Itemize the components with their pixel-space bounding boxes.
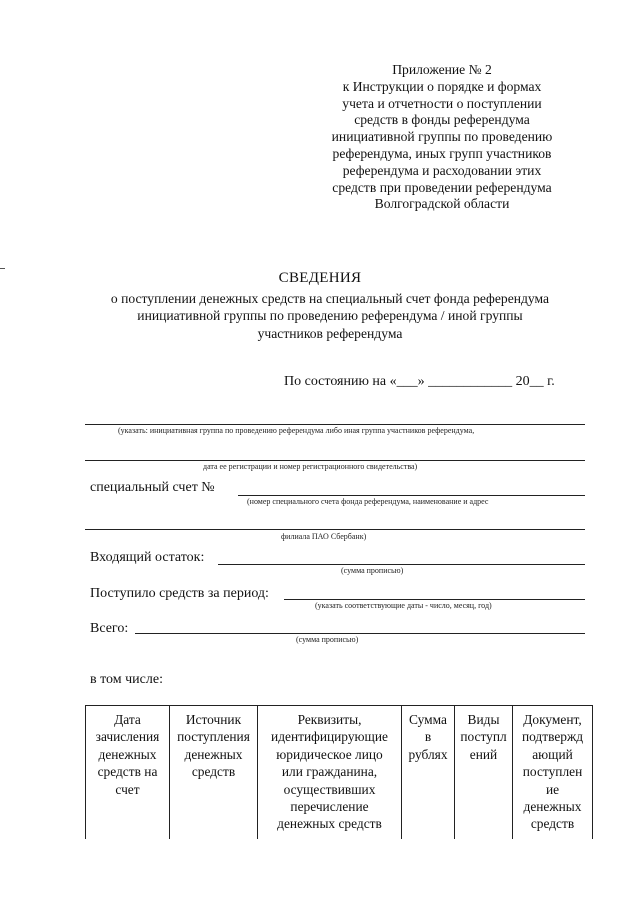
subtitle-line: инициативной группы по проведению референдума / иной группы [137,308,523,324]
document-title: СВЕДЕНИЯ [278,270,362,286]
receipts-table [85,705,593,839]
appendix-line: Приложение № 2 [392,62,492,77]
col-header-source: Источник поступления денежных средств [170,706,258,840]
subtitle-line: участников референдума [257,325,403,341]
col-header-document: Документ, подтвержд ающий поступлен ие денежных средств [513,706,593,840]
appendix-line: к Инструкции о порядке и формах [342,78,542,94]
period-caption: (указать соответствующие даты - число, месяц, год) [315,601,492,610]
document-subtitle [60,290,600,342]
registration-fill-line[interactable] [85,460,585,461]
received-period-fill-line[interactable] [284,599,585,600]
appendix-header [300,62,584,213]
branch-fill-line[interactable] [85,529,585,530]
appendix-line: Волгоградской области [374,196,510,212]
appendix-line: референдума и расходовании этих [342,162,542,178]
registration-caption: дата ее регистрации и номер регистрационного свидетельства) [203,462,418,471]
total-caption: (сумма прописью) [296,635,359,644]
table-header-row [86,706,593,840]
appendix-line: средств при проведении референдума [332,179,552,195]
total-label: Всего: [90,621,129,636]
col-header-date: Дата зачисления денежных средств на счет [86,706,170,840]
account-caption: (номер специального счета фонда референдума, наименование и адрес [247,497,489,506]
group-caption: (указать: инициативная группа по проведению референдума либо иная группа участников референдума, [118,426,475,435]
appendix-line: средств в фонды референдума [354,112,530,128]
total-fill-line[interactable] [135,633,585,634]
col-header-amount: Сумма в рублях [402,706,455,840]
special-account-label: специальный счет № [90,480,215,495]
col-header-type: Виды поступл ений [455,706,513,840]
opening-balance-label: Входящий остаток: [90,550,205,565]
branch-caption: филиала ПАО Сбербанк) [281,532,367,541]
group-fill-line[interactable] [85,424,585,425]
including-label: в том числе: [90,672,163,687]
subtitle-line: о поступлении денежных средств на специальный счет фонда референдума [110,291,550,306]
opening-balance-fill-line[interactable] [218,564,585,565]
as-of-date: По состоянию на «___» ____________ 20__ г. [284,374,555,389]
margin-mark [0,268,5,269]
appendix-line: учета и отчетности о поступлении [342,95,542,111]
appendix-line: референдума, иных групп участников [332,145,552,161]
col-header-details: Реквизиты, идентифицирующие юридическое лицо или гражданина, осуществивших перечисление денежных средств [258,706,402,840]
appendix-line: инициативной группы по проведению [331,129,553,145]
received-period-label: Поступило средств за период: [90,586,269,601]
special-account-fill-line[interactable] [238,495,585,496]
balance-caption: (сумма прописью) [341,566,404,575]
